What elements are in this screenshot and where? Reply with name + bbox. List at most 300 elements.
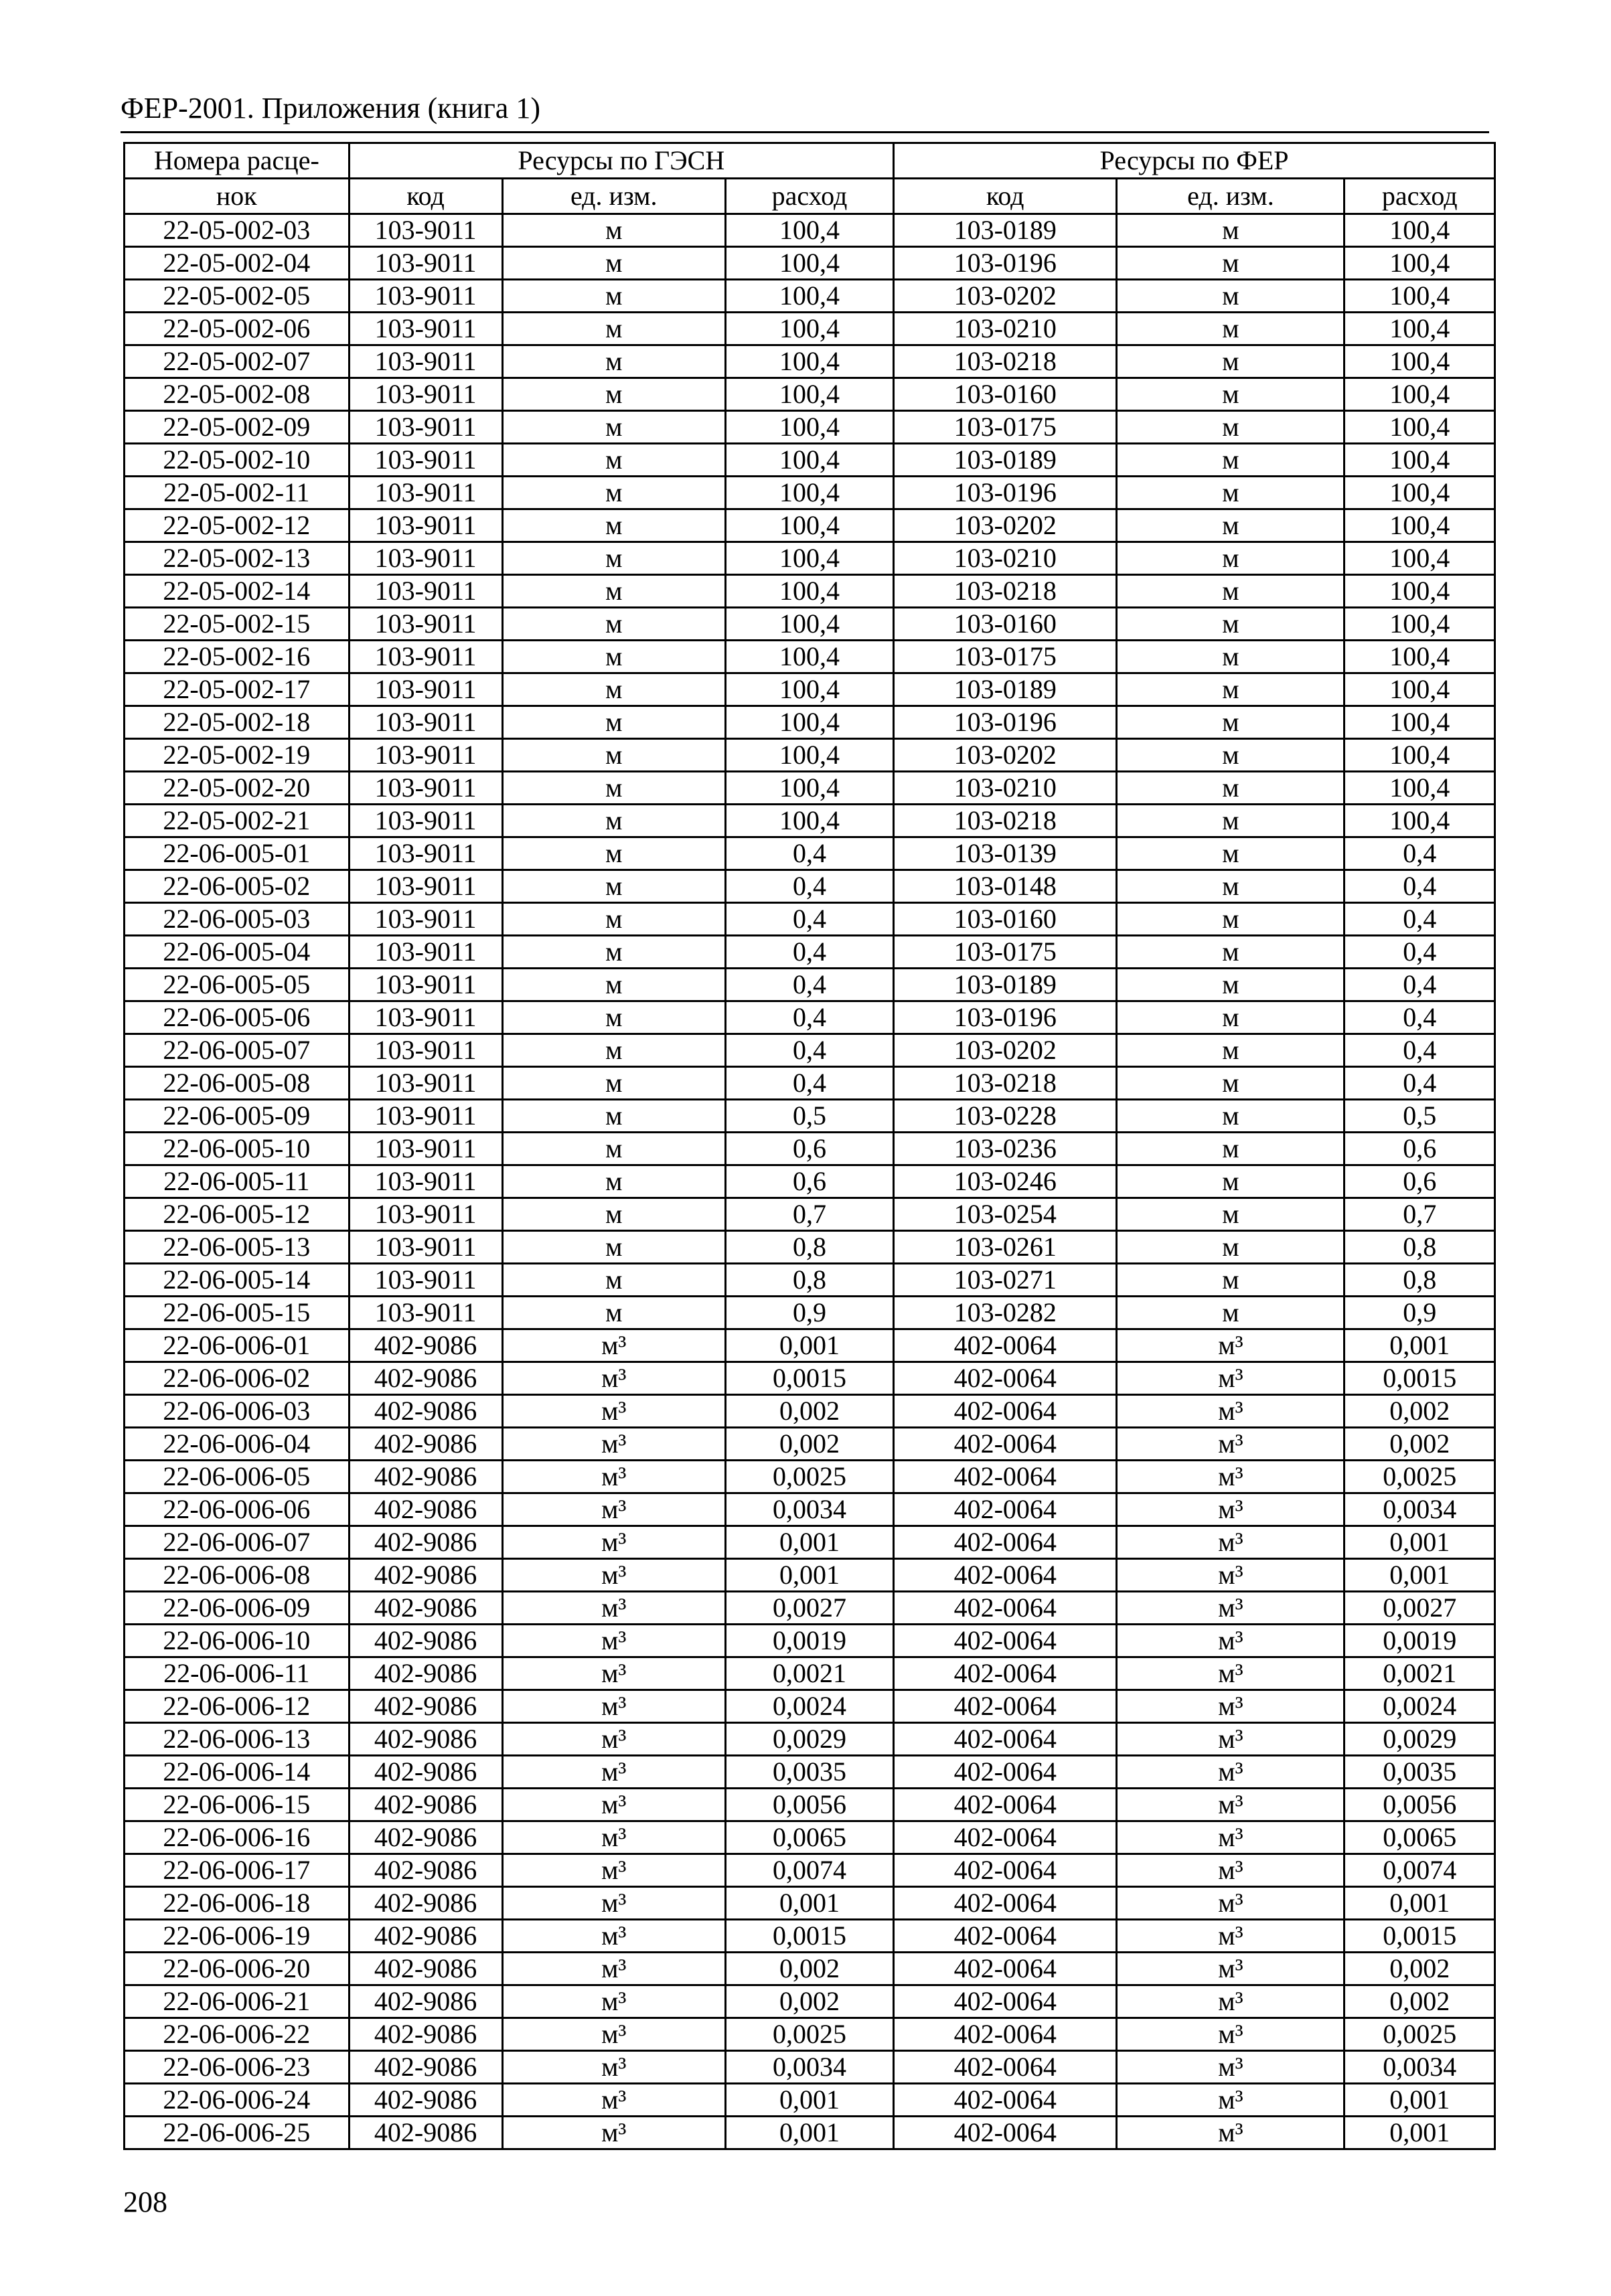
cell-fer-rate: 100,4: [1345, 214, 1495, 247]
cell-fer-rate: 0,4: [1345, 1034, 1495, 1067]
cell-gesn-unit: м: [502, 542, 725, 575]
cell-fer-rate: 0,001: [1345, 1329, 1495, 1362]
cell-gesn-code: 402-9086: [349, 1395, 502, 1428]
cell-gesn-code: 103-9011: [349, 805, 502, 837]
cell-gesn-unit: м: [502, 870, 725, 903]
cell-gesn-rate: 0,8: [725, 1231, 893, 1264]
cell-gesn-unit: м: [502, 509, 725, 542]
table-row: [125, 1789, 1495, 1821]
cell-fer-code: 103-0189: [894, 444, 1117, 477]
cell-gesn-unit: м³: [502, 1756, 725, 1789]
cell-fer-rate: 0,0021: [1345, 1657, 1495, 1690]
cell-rate-number: 22-06-006-16: [125, 1821, 350, 1854]
cell-fer-rate: 100,4: [1345, 345, 1495, 378]
cell-gesn-rate: 0,0019: [725, 1625, 893, 1657]
cell-fer-rate: 0,0065: [1345, 1821, 1495, 1854]
cell-fer-unit: м: [1117, 247, 1345, 280]
cell-gesn-code: 103-9011: [349, 1133, 502, 1165]
cell-fer-rate: 0,4: [1345, 1001, 1495, 1034]
cell-rate-number: 22-06-006-23: [125, 2051, 350, 2084]
cell-gesn-rate: 100,4: [725, 444, 893, 477]
table-row: [125, 1001, 1495, 1034]
cell-rate-number: 22-06-005-04: [125, 936, 350, 969]
cell-rate-number: 22-06-006-24: [125, 2084, 350, 2117]
cell-gesn-code: 402-9086: [349, 1920, 502, 1953]
cell-fer-code: 402-0064: [894, 1854, 1117, 1887]
cell-fer-unit: м³: [1117, 1756, 1345, 1789]
cell-fer-code: 402-0064: [894, 1395, 1117, 1428]
group-gesn-head: Ресурсы по ГЭСН: [349, 143, 893, 179]
cell-fer-code: 402-0064: [894, 1625, 1117, 1657]
cell-fer-unit: м³: [1117, 1428, 1345, 1461]
cell-fer-rate: 100,4: [1345, 411, 1495, 444]
cell-gesn-unit: м³: [502, 1493, 725, 1526]
cell-fer-code: 103-0196: [894, 477, 1117, 509]
cell-gesn-code: 402-9086: [349, 1657, 502, 1690]
table-row: [125, 2117, 1495, 2149]
cell-gesn-code: 103-9011: [349, 1067, 502, 1100]
cell-fer-rate: 0,0029: [1345, 1723, 1495, 1756]
cell-gesn-code: 103-9011: [349, 739, 502, 772]
cell-gesn-rate: 0,4: [725, 870, 893, 903]
cell-fer-code: 402-0064: [894, 1789, 1117, 1821]
cell-gesn-code: 103-9011: [349, 706, 502, 739]
cell-rate-number: 22-05-002-16: [125, 641, 350, 673]
cell-fer-rate: 0,9: [1345, 1297, 1495, 1329]
header-rule: [121, 131, 1489, 133]
cell-fer-unit: м: [1117, 575, 1345, 608]
cell-gesn-code: 402-9086: [349, 2018, 502, 2051]
cell-gesn-rate: 100,4: [725, 542, 893, 575]
cell-gesn-code: 103-9011: [349, 870, 502, 903]
cell-fer-rate: 0,002: [1345, 1395, 1495, 1428]
cell-fer-code: 103-0218: [894, 1067, 1117, 1100]
table-row: [125, 575, 1495, 608]
cell-gesn-unit: м³: [502, 1461, 725, 1493]
cell-fer-unit: м: [1117, 509, 1345, 542]
cell-fer-rate: 0,0034: [1345, 1493, 1495, 1526]
cell-rate-number: 22-06-005-13: [125, 1231, 350, 1264]
gesn-code-head: код: [349, 179, 502, 214]
gesn-rate-head: расход: [725, 179, 893, 214]
cell-gesn-unit: м³: [502, 1953, 725, 1985]
cell-fer-rate: 0,001: [1345, 2084, 1495, 2117]
cell-gesn-rate: 0,0034: [725, 2051, 893, 2084]
cell-fer-code: 103-0218: [894, 345, 1117, 378]
table-body: [125, 214, 1495, 2149]
cell-gesn-code: 402-9086: [349, 1723, 502, 1756]
cell-fer-code: 402-0064: [894, 2084, 1117, 2117]
cell-fer-code: 103-0189: [894, 969, 1117, 1001]
cell-rate-number: 22-06-006-21: [125, 1985, 350, 2018]
cell-fer-rate: 0,002: [1345, 1985, 1495, 2018]
cell-fer-code: 103-0282: [894, 1297, 1117, 1329]
table-row: [125, 2084, 1495, 2117]
cell-fer-code: 103-0148: [894, 870, 1117, 903]
cell-gesn-rate: 0,0025: [725, 2018, 893, 2051]
cell-gesn-rate: 0,4: [725, 969, 893, 1001]
table-row: [125, 542, 1495, 575]
cell-fer-rate: 100,4: [1345, 542, 1495, 575]
cell-gesn-rate: 0,4: [725, 936, 893, 969]
cell-rate-number: 22-05-002-09: [125, 411, 350, 444]
cell-rate-number: 22-05-002-05: [125, 280, 350, 313]
cell-fer-unit: м³: [1117, 1461, 1345, 1493]
table-row: [125, 1723, 1495, 1756]
table-row: [125, 1657, 1495, 1690]
cell-fer-code: 402-0064: [894, 2051, 1117, 2084]
cell-fer-unit: м: [1117, 673, 1345, 706]
cell-fer-code: 402-0064: [894, 1657, 1117, 1690]
cell-fer-unit: м³: [1117, 2084, 1345, 2117]
cell-rate-number: 22-06-006-11: [125, 1657, 350, 1690]
table-row: [125, 1461, 1495, 1493]
cell-rate-number: 22-05-002-20: [125, 772, 350, 805]
cell-gesn-code: 402-9086: [349, 1625, 502, 1657]
cell-gesn-rate: 0,002: [725, 1953, 893, 1985]
cell-fer-unit: м: [1117, 1297, 1345, 1329]
table-row: [125, 1428, 1495, 1461]
cell-gesn-rate: 100,4: [725, 477, 893, 509]
cell-gesn-rate: 0,0025: [725, 1461, 893, 1493]
cell-fer-unit: м³: [1117, 1953, 1345, 1985]
cell-fer-code: 103-0189: [894, 214, 1117, 247]
cell-gesn-unit: м: [502, 739, 725, 772]
cell-gesn-code: 103-9011: [349, 214, 502, 247]
cell-rate-number: 22-05-002-13: [125, 542, 350, 575]
cell-gesn-rate: 0,002: [725, 1985, 893, 2018]
cell-gesn-rate: 100,4: [725, 345, 893, 378]
cell-fer-code: 402-0064: [894, 1985, 1117, 2018]
cell-gesn-unit: м³: [502, 2117, 725, 2149]
group-fer-head: Ресурсы по ФЕР: [894, 143, 1495, 179]
cell-gesn-rate: 0,5: [725, 1100, 893, 1133]
cell-fer-code: 402-0064: [894, 1362, 1117, 1395]
cell-gesn-unit: м³: [502, 2018, 725, 2051]
cell-rate-number: 22-06-006-08: [125, 1559, 350, 1592]
cell-fer-code: 103-0189: [894, 673, 1117, 706]
cell-gesn-code: 402-9086: [349, 1985, 502, 2018]
table-row: [125, 903, 1495, 936]
fer-code-head: код: [894, 179, 1117, 214]
page-header-title: ФЕР-2001. Приложения (книга 1): [121, 92, 540, 125]
cell-rate-number: 22-06-005-05: [125, 969, 350, 1001]
cell-gesn-rate: 0,001: [725, 1526, 893, 1559]
cell-fer-rate: 100,4: [1345, 378, 1495, 411]
cell-fer-unit: м³: [1117, 2117, 1345, 2149]
cell-fer-rate: 0,0015: [1345, 1362, 1495, 1395]
table-row: [125, 1985, 1495, 2018]
cell-gesn-rate: 0,6: [725, 1133, 893, 1165]
resources-table: [123, 142, 1496, 2150]
table-row: [125, 805, 1495, 837]
cell-fer-unit: м: [1117, 378, 1345, 411]
cell-gesn-rate: 0,001: [725, 2117, 893, 2149]
cell-gesn-unit: м³: [502, 1887, 725, 1920]
cell-rate-number: 22-06-006-14: [125, 1756, 350, 1789]
cell-rate-number: 22-06-006-09: [125, 1592, 350, 1625]
cell-gesn-code: 402-9086: [349, 1854, 502, 1887]
cell-gesn-rate: 0,002: [725, 1395, 893, 1428]
cell-fer-unit: м: [1117, 1034, 1345, 1067]
cell-gesn-unit: м: [502, 805, 725, 837]
cell-gesn-code: 103-9011: [349, 1165, 502, 1198]
cell-gesn-rate: 100,4: [725, 608, 893, 641]
cell-gesn-code: 402-9086: [349, 1461, 502, 1493]
cell-gesn-rate: 0,0024: [725, 1690, 893, 1723]
cell-gesn-rate: 100,4: [725, 641, 893, 673]
cell-gesn-code: 103-9011: [349, 477, 502, 509]
cell-gesn-unit: м³: [502, 1526, 725, 1559]
cell-fer-unit: м: [1117, 1100, 1345, 1133]
cell-fer-code: 402-0064: [894, 2018, 1117, 2051]
cell-gesn-unit: м: [502, 280, 725, 313]
cell-gesn-rate: 0,6: [725, 1165, 893, 1198]
cell-gesn-rate: 100,4: [725, 214, 893, 247]
table-row: [125, 706, 1495, 739]
table-row: [125, 608, 1495, 641]
cell-fer-code: 402-0064: [894, 1461, 1117, 1493]
cell-fer-unit: м: [1117, 903, 1345, 936]
cell-gesn-rate: 0,4: [725, 1001, 893, 1034]
cell-fer-code: 402-0064: [894, 1953, 1117, 1985]
table-row: [125, 969, 1495, 1001]
cell-rate-number: 22-06-005-09: [125, 1100, 350, 1133]
cell-rate-number: 22-06-005-10: [125, 1133, 350, 1165]
cell-fer-rate: 100,4: [1345, 313, 1495, 345]
col-rate-number-head-top: Номера расце-: [125, 143, 350, 179]
cell-fer-rate: 100,4: [1345, 706, 1495, 739]
cell-fer-code: 103-0228: [894, 1100, 1117, 1133]
cell-fer-unit: м: [1117, 542, 1345, 575]
cell-fer-unit: м: [1117, 706, 1345, 739]
cell-gesn-code: 402-9086: [349, 1592, 502, 1625]
cell-gesn-unit: м: [502, 345, 725, 378]
cell-fer-code: 103-0160: [894, 378, 1117, 411]
cell-gesn-unit: м: [502, 1100, 725, 1133]
cell-fer-code: 103-0218: [894, 805, 1117, 837]
table-row: [125, 936, 1495, 969]
cell-rate-number: 22-06-006-15: [125, 1789, 350, 1821]
cell-gesn-unit: м: [502, 837, 725, 870]
cell-fer-code: 402-0064: [894, 1690, 1117, 1723]
table-row: [125, 345, 1495, 378]
cell-fer-unit: м³: [1117, 2051, 1345, 2084]
cell-gesn-rate: 100,4: [725, 378, 893, 411]
cell-gesn-code: 103-9011: [349, 772, 502, 805]
cell-gesn-rate: 0,0015: [725, 1920, 893, 1953]
cell-rate-number: 22-06-005-02: [125, 870, 350, 903]
cell-fer-rate: 100,4: [1345, 575, 1495, 608]
table-row: [125, 1887, 1495, 1920]
table-row: [125, 837, 1495, 870]
cell-rate-number: 22-06-006-02: [125, 1362, 350, 1395]
cell-fer-rate: 0,0015: [1345, 1920, 1495, 1953]
cell-fer-rate: 0,0074: [1345, 1854, 1495, 1887]
table-row: [125, 411, 1495, 444]
cell-rate-number: 22-06-006-13: [125, 1723, 350, 1756]
cell-gesn-code: 402-9086: [349, 1329, 502, 1362]
cell-fer-code: 402-0064: [894, 1821, 1117, 1854]
cell-gesn-unit: м: [502, 1297, 725, 1329]
cell-gesn-code: 103-9011: [349, 509, 502, 542]
table-row: [125, 1034, 1495, 1067]
cell-fer-unit: м³: [1117, 1526, 1345, 1559]
cell-gesn-rate: 0,0034: [725, 1493, 893, 1526]
cell-gesn-code: 103-9011: [349, 1198, 502, 1231]
cell-gesn-code: 103-9011: [349, 936, 502, 969]
cell-gesn-code: 402-9086: [349, 1789, 502, 1821]
table-row: [125, 247, 1495, 280]
cell-fer-unit: м: [1117, 739, 1345, 772]
cell-gesn-unit: м: [502, 1034, 725, 1067]
cell-fer-rate: 0,0027: [1345, 1592, 1495, 1625]
cell-fer-unit: м: [1117, 969, 1345, 1001]
cell-fer-rate: 100,4: [1345, 608, 1495, 641]
cell-fer-code: 103-0196: [894, 247, 1117, 280]
table-row: [125, 1100, 1495, 1133]
header-row-groups: [125, 143, 1495, 179]
cell-fer-code: 103-0160: [894, 608, 1117, 641]
cell-gesn-rate: 100,4: [725, 313, 893, 345]
cell-fer-unit: м³: [1117, 2018, 1345, 2051]
cell-rate-number: 22-05-002-06: [125, 313, 350, 345]
table-row: [125, 1395, 1495, 1428]
cell-gesn-unit: м: [502, 247, 725, 280]
cell-gesn-unit: м: [502, 1165, 725, 1198]
cell-fer-unit: м³: [1117, 1657, 1345, 1690]
cell-fer-unit: м: [1117, 936, 1345, 969]
cell-fer-unit: м³: [1117, 1887, 1345, 1920]
cell-gesn-unit: м³: [502, 1362, 725, 1395]
table-row: [125, 1690, 1495, 1723]
cell-rate-number: 22-06-005-11: [125, 1165, 350, 1198]
cell-fer-code: 103-0210: [894, 313, 1117, 345]
cell-fer-code: 402-0064: [894, 2117, 1117, 2149]
cell-fer-unit: м³: [1117, 1559, 1345, 1592]
cell-fer-rate: 0,4: [1345, 969, 1495, 1001]
cell-gesn-unit: м: [502, 313, 725, 345]
cell-gesn-code: 103-9011: [349, 1297, 502, 1329]
cell-gesn-code: 103-9011: [349, 542, 502, 575]
cell-fer-rate: 0,002: [1345, 1953, 1495, 1985]
cell-gesn-unit: м³: [502, 1428, 725, 1461]
cell-gesn-unit: м: [502, 969, 725, 1001]
cell-fer-rate: 0,001: [1345, 2117, 1495, 2149]
cell-fer-rate: 100,4: [1345, 247, 1495, 280]
cell-gesn-rate: 0,002: [725, 1428, 893, 1461]
cell-gesn-code: 103-9011: [349, 1100, 502, 1133]
table-row: [125, 1231, 1495, 1264]
cell-gesn-code: 103-9011: [349, 1034, 502, 1067]
table-row: [125, 1625, 1495, 1657]
cell-gesn-unit: м: [502, 772, 725, 805]
cell-gesn-unit: м: [502, 903, 725, 936]
cell-fer-code: 103-0175: [894, 641, 1117, 673]
table-row: [125, 477, 1495, 509]
cell-fer-rate: 100,4: [1345, 772, 1495, 805]
cell-fer-code: 103-0202: [894, 509, 1117, 542]
cell-gesn-unit: м: [502, 378, 725, 411]
cell-gesn-code: 402-9086: [349, 1559, 502, 1592]
cell-gesn-unit: м³: [502, 1821, 725, 1854]
cell-gesn-rate: 0,0015: [725, 1362, 893, 1395]
cell-gesn-rate: 100,4: [725, 280, 893, 313]
cell-rate-number: 22-05-002-19: [125, 739, 350, 772]
cell-gesn-rate: 100,4: [725, 739, 893, 772]
table-row: [125, 1297, 1495, 1329]
cell-gesn-rate: 100,4: [725, 772, 893, 805]
cell-rate-number: 22-06-005-15: [125, 1297, 350, 1329]
cell-fer-rate: 100,4: [1345, 805, 1495, 837]
cell-fer-rate: 0,0035: [1345, 1756, 1495, 1789]
cell-fer-code: 103-0236: [894, 1133, 1117, 1165]
cell-rate-number: 22-05-002-21: [125, 805, 350, 837]
cell-fer-code: 103-0246: [894, 1165, 1117, 1198]
cell-gesn-code: 103-9011: [349, 378, 502, 411]
cell-gesn-unit: м³: [502, 1592, 725, 1625]
cell-rate-number: 22-05-002-18: [125, 706, 350, 739]
cell-fer-unit: м³: [1117, 1985, 1345, 2018]
cell-gesn-rate: 0,7: [725, 1198, 893, 1231]
cell-fer-unit: м: [1117, 1264, 1345, 1297]
table-row: [125, 1133, 1495, 1165]
cell-gesn-code: 103-9011: [349, 641, 502, 673]
cell-gesn-unit: м: [502, 641, 725, 673]
cell-rate-number: 22-05-002-04: [125, 247, 350, 280]
cell-fer-rate: 0,4: [1345, 837, 1495, 870]
cell-rate-number: 22-05-002-15: [125, 608, 350, 641]
table-row: [125, 1592, 1495, 1625]
cell-fer-unit: м: [1117, 837, 1345, 870]
cell-gesn-unit: м³: [502, 2084, 725, 2117]
cell-rate-number: 22-06-006-03: [125, 1395, 350, 1428]
cell-fer-unit: м³: [1117, 1395, 1345, 1428]
header-row-subcols: [125, 179, 1495, 214]
cell-fer-code: 103-0202: [894, 280, 1117, 313]
cell-fer-rate: 0,0025: [1345, 1461, 1495, 1493]
cell-fer-unit: м³: [1117, 1690, 1345, 1723]
table-row: [125, 1953, 1495, 1985]
cell-fer-rate: 0,4: [1345, 870, 1495, 903]
table-row: [125, 214, 1495, 247]
cell-gesn-rate: 0,4: [725, 1067, 893, 1100]
cell-gesn-code: 103-9011: [349, 837, 502, 870]
cell-gesn-code: 402-9086: [349, 2084, 502, 2117]
cell-gesn-unit: м: [502, 706, 725, 739]
table-row: [125, 1362, 1495, 1395]
cell-gesn-code: 103-9011: [349, 247, 502, 280]
cell-gesn-code: 402-9086: [349, 1887, 502, 1920]
cell-fer-code: 103-0202: [894, 739, 1117, 772]
cell-fer-unit: м: [1117, 444, 1345, 477]
cell-fer-unit: м: [1117, 1165, 1345, 1198]
cell-gesn-unit: м³: [502, 1985, 725, 2018]
gesn-unit-head: ед. изм.: [502, 179, 725, 214]
cell-gesn-rate: 100,4: [725, 706, 893, 739]
cell-fer-unit: м³: [1117, 1723, 1345, 1756]
cell-rate-number: 22-06-006-20: [125, 1953, 350, 1985]
cell-rate-number: 22-05-002-03: [125, 214, 350, 247]
cell-fer-unit: м: [1117, 1067, 1345, 1100]
cell-rate-number: 22-06-006-19: [125, 1920, 350, 1953]
cell-rate-number: 22-05-002-07: [125, 345, 350, 378]
cell-fer-code: 103-0202: [894, 1034, 1117, 1067]
cell-fer-rate: 0,6: [1345, 1133, 1495, 1165]
cell-fer-rate: 0,001: [1345, 1526, 1495, 1559]
cell-gesn-unit: м: [502, 575, 725, 608]
cell-gesn-unit: м³: [502, 1559, 725, 1592]
